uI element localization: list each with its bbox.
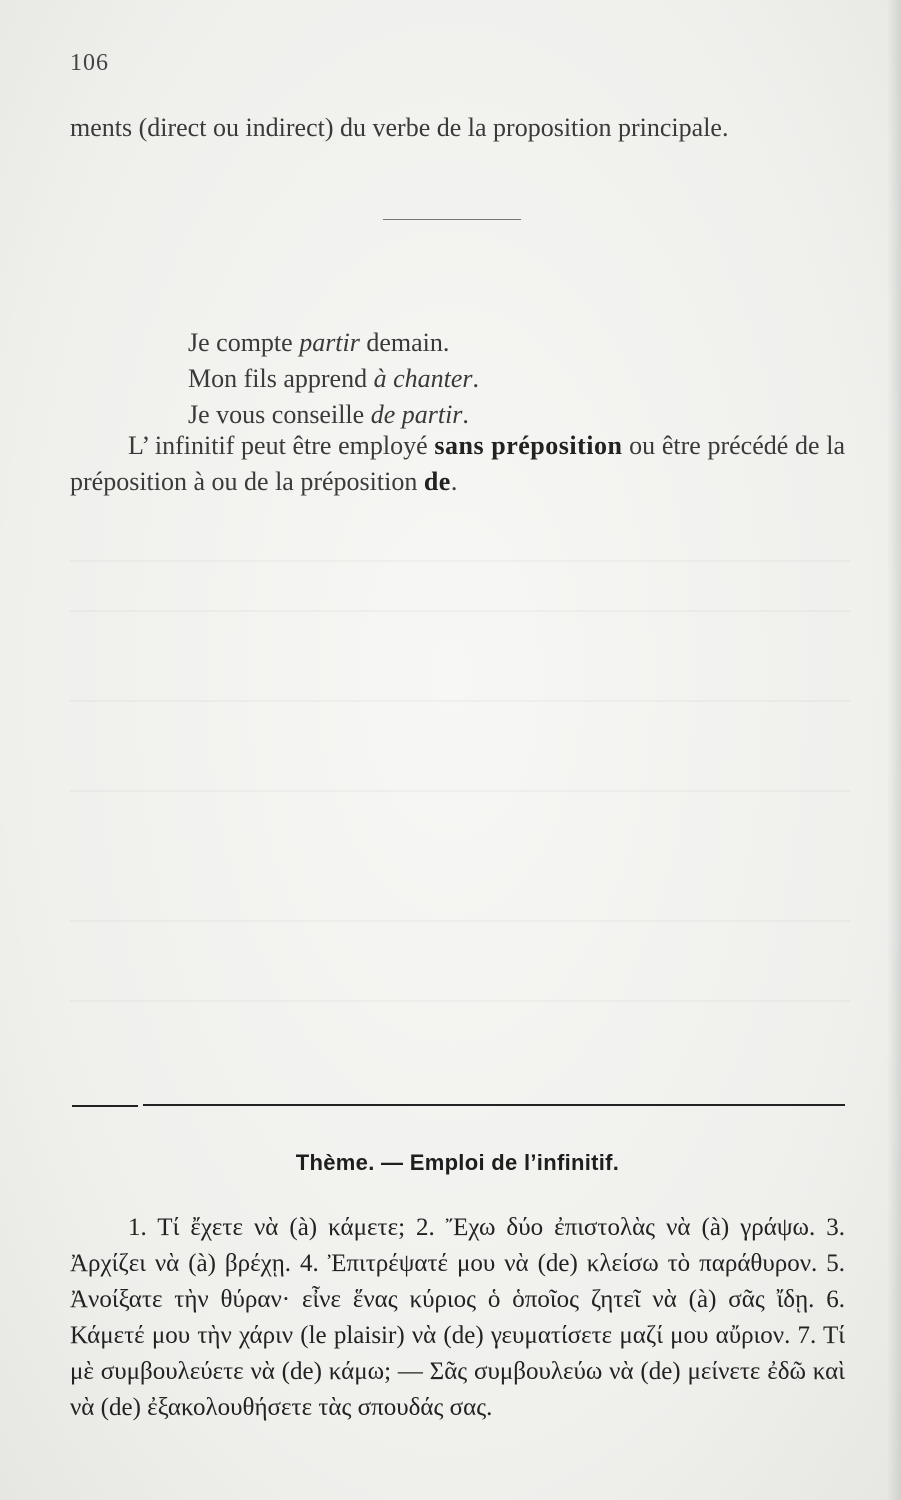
bleed-through-line xyxy=(70,610,850,612)
bleed-through-line xyxy=(70,790,850,792)
example-emphasis-1: partir xyxy=(299,328,360,357)
example-sentence-1: Je compte partir demain. xyxy=(188,328,450,357)
theme-exercise-text: 1. Τί ἔχετε νὰ (à) κάμετε; 2. Ἔχω δύο ἐπιστολὰς νὰ (à) γράψω. 3. Ἀρχίζει νὰ (à) βρέχῃ. 4. Ἐπιτρέψατέ μου νὰ (de) κλείσω τὸ παράθυρον. 5. Ἀνοίξατε τὴν θύραν· εἶνε ἕνας κύριος ὁ ὁποῖος ζητεῖ νὰ (à) σᾶς ἴδῃ. 6. Κάμετέ μου τὴν χάριν (le plaisir) νὰ (de) γευματίσετε μαζί μου αὔριον. 7. Τί μὲ συμβουλεύετε νὰ (de) κάμω; — Σᾶς συμβουλεύω νὰ (de) μείνετε ἐδῶ καὶ νὰ (de) ἐξακολουθήσετε τὰς σπουδάς σας. xyxy=(70,1214,845,1421)
example-sentence-3: Je vous conseille de partir. xyxy=(188,400,469,429)
example-emphasis-2: à chanter xyxy=(373,364,473,393)
example-sentences xyxy=(188,325,788,433)
theme-heading: Thème. — Emploi de l’infinitif. xyxy=(295,1150,620,1175)
theme-divider-long xyxy=(143,1104,845,1106)
theme-divider-short xyxy=(72,1105,138,1107)
bleed-through-line xyxy=(70,560,850,562)
rule-bold-term-1: sans préposition xyxy=(434,431,623,460)
section-separator xyxy=(383,219,521,220)
bleed-through-line xyxy=(70,1000,850,1002)
page-number: 106 xyxy=(70,50,109,76)
example-sentence-2: Mon fils apprend à chanter. xyxy=(188,364,480,393)
rule-bold-term-2: de xyxy=(423,467,451,496)
page-edge-shadow xyxy=(887,0,901,1500)
example-emphasis-3: de partir xyxy=(370,400,463,429)
bleed-through-line xyxy=(70,700,850,702)
grammar-rule-paragraph: L’ infinitif peut être employé sans préposition ou être précédé de la préposition à ou de la préposition de. xyxy=(70,431,845,496)
continuation-paragraph: ments (direct ou indirect) du verbe de la proposition principale. xyxy=(70,113,729,142)
bleed-through-line xyxy=(70,920,850,922)
